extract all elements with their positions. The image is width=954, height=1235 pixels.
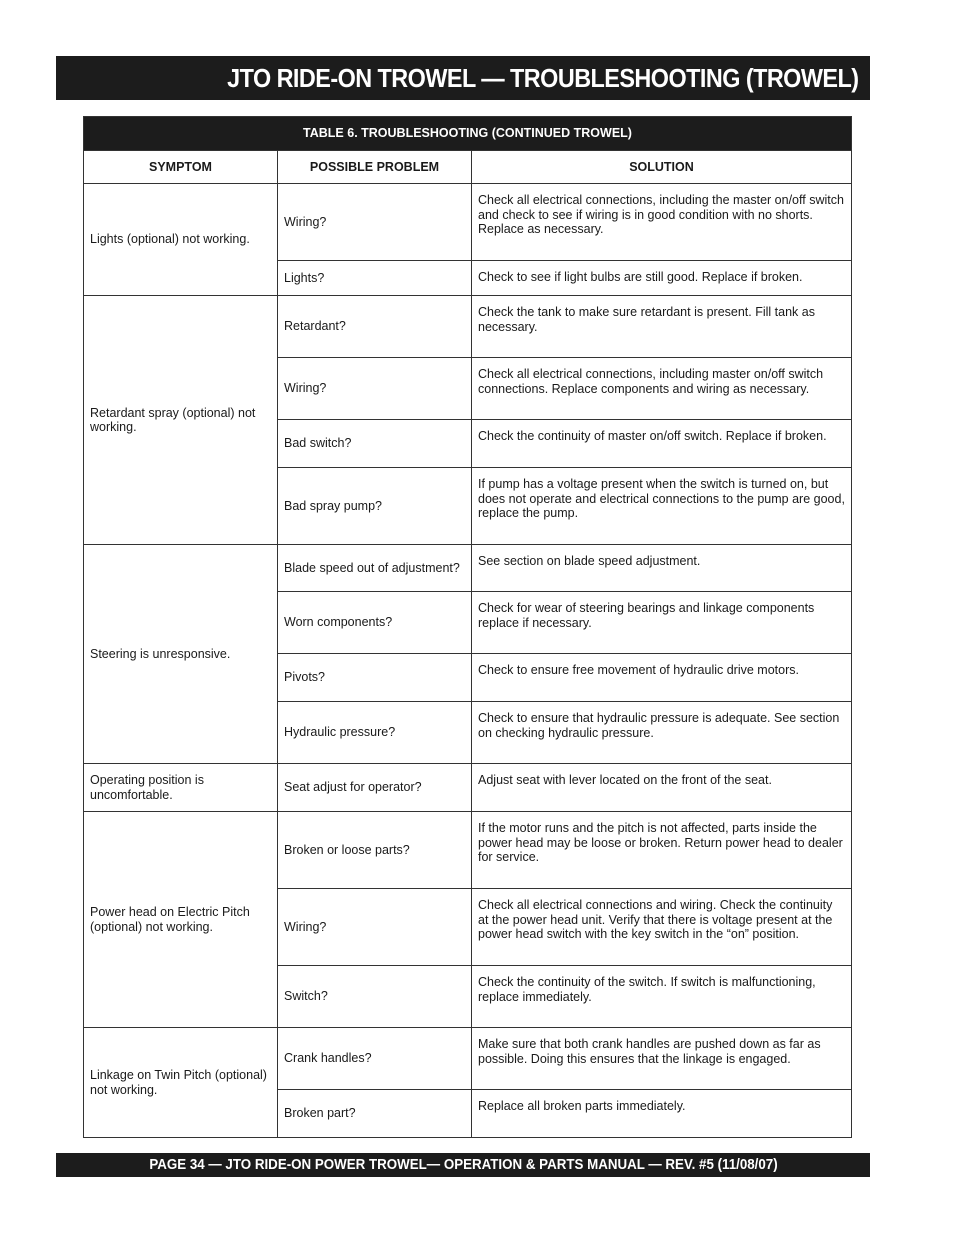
solution-cell: Check to ensure that hydraulic pressure is adequate. See section on checking hydraulic pressure. [472, 702, 852, 764]
solution-cell: Replace all broken parts immediately. [472, 1090, 852, 1138]
possible-problem-cell: Hydraulic pressure? [278, 702, 472, 764]
possible-problem-cell: Switch? [278, 966, 472, 1028]
table-row [84, 545, 852, 592]
possible-problem-cell: Pivots? [278, 654, 472, 702]
symptom-cell: Linkage on Twin Pitch (optional) not working. [84, 1028, 278, 1138]
possible-problem-cell: Blade speed out of adjustment? [278, 545, 472, 592]
solution-cell: See section on blade speed adjustment. [472, 545, 852, 592]
possible-problem-cell: Bad spray pump? [278, 468, 472, 545]
table-row [84, 296, 852, 358]
possible-problem-cell: Retardant? [278, 296, 472, 358]
table-row [84, 184, 852, 261]
table-caption: TABLE 6. TROUBLESHOOTING (CONTINUED TROWEL) [84, 117, 852, 151]
solution-cell: If pump has a voltage present when the switch is turned on, but does not operate and electrical connections to the pump are good, replace the pump. [472, 468, 852, 545]
possible-problem-cell: Seat adjust for operator? [278, 764, 472, 812]
solution-cell: Check to ensure free movement of hydraulic drive motors. [472, 654, 852, 702]
symptom-cell: Power head on Electric Pitch (optional) not working. [84, 812, 278, 1028]
table-row [84, 764, 852, 812]
solution-cell: Check all electrical connections, including the master on/off switch and check to see if wiring is in good condition with no shorts. Replace as necessary. [472, 184, 852, 261]
solution-cell: Check for wear of steering bearings and linkage components replace if necessary. [472, 592, 852, 654]
troubleshooting-table [83, 116, 852, 1138]
symptom-cell: Lights (optional) not working. [84, 184, 278, 296]
table-body [84, 184, 852, 1138]
symptom-cell: Operating position is uncomfortable. [84, 764, 278, 812]
possible-problem-cell: Wiring? [278, 358, 472, 420]
solution-cell: Make sure that both crank handles are pushed down as far as possible. Doing this ensures that the linkage is engaged. [472, 1028, 852, 1090]
possible-problem-cell: Broken or loose parts? [278, 812, 472, 889]
possible-problem-cell: Wiring? [278, 184, 472, 261]
solution-cell: Check all electrical connections and wiring. Check the continuity at the power head unit. Verify that there is voltage present at the power head switch with the key switch in the “on” position. [472, 889, 852, 966]
table-header-row [84, 151, 852, 184]
page-title: JTO RIDE-ON TROWEL — TROUBLESHOOTING (TROWEL) [226, 62, 858, 93]
possible-problem-cell: Wiring? [278, 889, 472, 966]
header-solution: SOLUTION [472, 151, 852, 184]
page-title-bar [56, 56, 870, 100]
page-footer: PAGE 34 — JTO RIDE-ON POWER TROWEL— OPERATION & PARTS MANUAL — REV. #5 (11/08/07) [148, 1157, 778, 1173]
solution-cell: If the motor runs and the pitch is not affected, parts inside the power head may be loose or broken. Return power head to dealer for service. [472, 812, 852, 889]
symptom-cell: Steering is unresponsive. [84, 545, 278, 764]
solution-cell: Check the continuity of master on/off switch. Replace if broken. [472, 420, 852, 468]
symptom-cell: Retardant spray (optional) not working. [84, 296, 278, 545]
possible-problem-cell: Lights? [278, 261, 472, 296]
table-row [84, 1028, 852, 1090]
possible-problem-cell: Worn components? [278, 592, 472, 654]
table-caption-row [84, 117, 852, 151]
table-row [84, 812, 852, 889]
solution-cell: Check the continuity of the switch. If switch is malfunctioning, replace immediately. [472, 966, 852, 1028]
possible-problem-cell: Bad switch? [278, 420, 472, 468]
header-possible-problem: POSSIBLE PROBLEM [278, 151, 472, 184]
footer-bar [56, 1153, 870, 1177]
solution-cell: Check all electrical connections, including master on/off switch connections. Replace components and wiring as necessary. [472, 358, 852, 420]
possible-problem-cell: Broken part? [278, 1090, 472, 1138]
solution-cell: Check the tank to make sure retardant is present. Fill tank as necessary. [472, 296, 852, 358]
header-symptom: SYMPTOM [84, 151, 278, 184]
possible-problem-cell: Crank handles? [278, 1028, 472, 1090]
solution-cell: Check to see if light bulbs are still good. Replace if broken. [472, 261, 852, 296]
solution-cell: Adjust seat with lever located on the front of the seat. [472, 764, 852, 812]
